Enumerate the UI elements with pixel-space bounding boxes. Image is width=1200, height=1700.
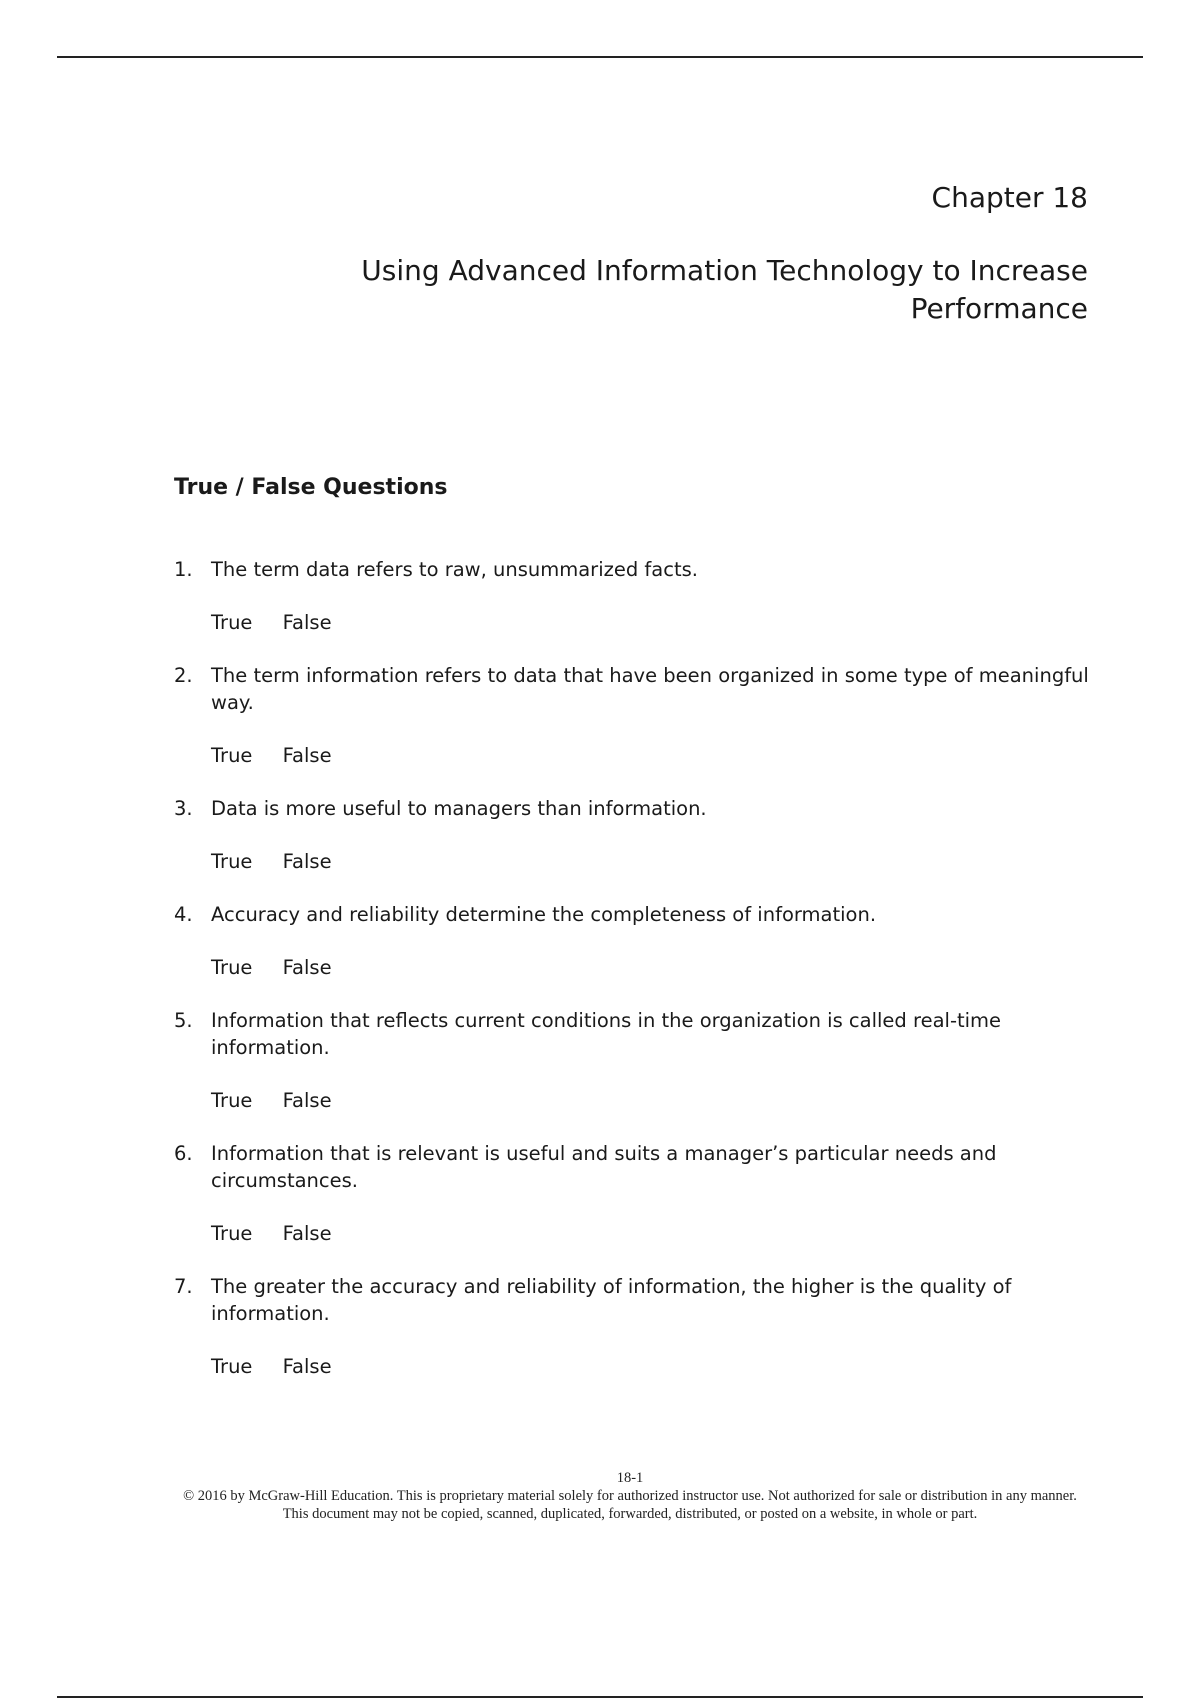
answer-options	[211, 954, 1094, 981]
question-number: 7.	[174, 1275, 193, 1298]
section-heading: True / False Questions	[174, 475, 448, 500]
question-text: The greater the accuracy and reliability of information, the higher is the quality of information.	[211, 1275, 1012, 1325]
bottom-rule	[57, 1696, 1143, 1698]
copyright-notice: © 2016 by McGraw-Hill Education. This is proprietary material solely for authorized instructor use. Not authorized for sale or distribution in any manner. This document may not be copied, scanned, duplicated, forwarded, distributed, or posted on a website, in whole or part.	[183, 1488, 1077, 1522]
option-true: True	[211, 850, 253, 873]
question-text: Accuracy and reliability determine the completeness of information.	[211, 903, 877, 926]
chapter-number: Chapter 18	[931, 181, 1088, 214]
option-true: True	[211, 744, 253, 767]
option-false: False	[282, 744, 332, 767]
top-rule	[57, 56, 1143, 58]
option-false: False	[282, 1089, 332, 1112]
page-footer	[170, 1469, 1090, 1523]
question-body	[211, 795, 1094, 901]
answer-options	[211, 609, 1094, 636]
option-true: True	[211, 1089, 253, 1112]
answer-options	[211, 1220, 1094, 1247]
answer-options	[211, 742, 1094, 769]
question-body	[211, 1007, 1094, 1140]
question-item	[174, 556, 1094, 662]
question-text: The term data refers to raw, unsummarized facts.	[211, 558, 698, 581]
question-body	[211, 1273, 1094, 1406]
question-text: The term information refers to data that have been organized in some type of meaningful way.	[211, 664, 1089, 714]
chapter-header	[288, 178, 1088, 328]
chapter-title	[288, 252, 1088, 328]
question-body	[211, 556, 1094, 662]
answer-options	[211, 1087, 1094, 1114]
option-false: False	[282, 1222, 332, 1245]
question-body	[211, 662, 1094, 795]
question-text: Information that reflects current conditions in the organization is called real-time information.	[211, 1009, 1002, 1059]
page-number: 18-1	[616, 1470, 644, 1486]
option-false: False	[282, 956, 332, 979]
option-true: True	[211, 611, 253, 634]
question-number: 3.	[174, 797, 193, 820]
question-item	[174, 795, 1094, 901]
question-number: 4.	[174, 903, 193, 926]
question-item	[174, 1273, 1094, 1406]
chapter-title-line-2: Performance	[910, 292, 1088, 325]
option-true: True	[211, 1222, 253, 1245]
question-body	[211, 901, 1094, 1007]
option-false: False	[282, 850, 332, 873]
answer-options	[211, 1353, 1094, 1380]
question-number: 5.	[174, 1009, 193, 1032]
question-text: Data is more useful to managers than information.	[211, 797, 707, 820]
question-list	[174, 556, 1094, 1406]
question-item	[174, 1007, 1094, 1140]
option-true: True	[211, 956, 253, 979]
question-body	[211, 1140, 1094, 1273]
option-false: False	[282, 611, 332, 634]
option-false: False	[282, 1355, 332, 1378]
question-item	[174, 662, 1094, 795]
option-true: True	[211, 1355, 253, 1378]
question-item	[174, 901, 1094, 1007]
question-text: Information that is relevant is useful and suits a manager’s particular needs and circumstances.	[211, 1142, 997, 1192]
question-number: 2.	[174, 664, 193, 687]
question-number: 6.	[174, 1142, 193, 1165]
chapter-title-line-1: Using Advanced Information Technology to Increase	[361, 254, 1088, 287]
question-number: 1.	[174, 558, 193, 581]
question-item	[174, 1140, 1094, 1273]
answer-options	[211, 848, 1094, 875]
